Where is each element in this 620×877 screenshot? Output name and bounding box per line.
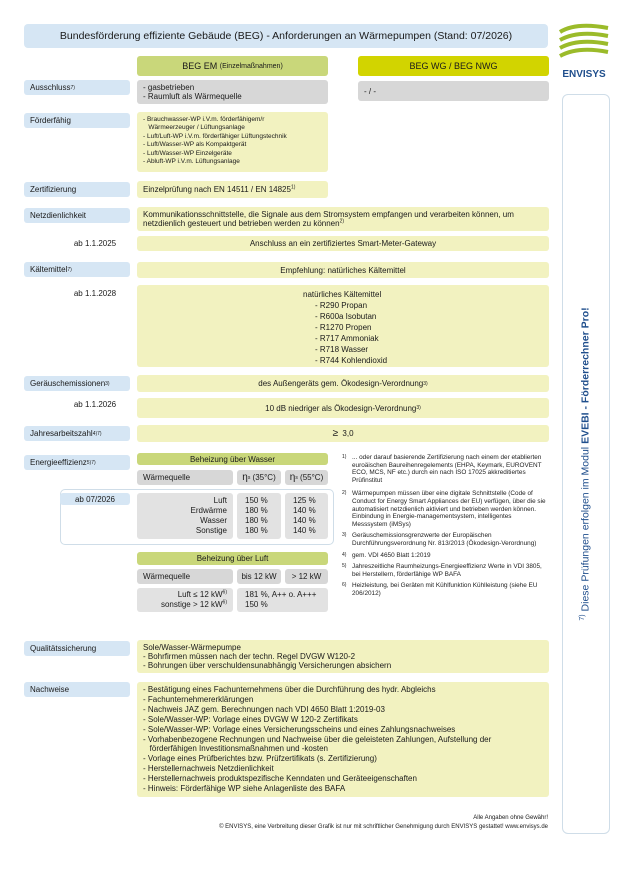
footnote-text: Jahreszeitliche Raumheizungs-Energieeffizienz Werte in VDI 3805, bei Herstellern, förderfähige WP BAFA — [352, 563, 542, 578]
ee-eta35-head — [237, 470, 281, 485]
netzdienlichkeit-box — [137, 207, 549, 231]
nachweise-item: förderfähigen Investitionsmaßnahmen und -kosten — [143, 744, 328, 754]
ee-value35: 180 % — [245, 516, 268, 525]
footer-disclaimer: Alle Angaben ohne Gewähr! — [473, 815, 548, 821]
ee-values35 — [237, 493, 281, 539]
label-energieeffizienz: Energieeffizienz 5)7) — [24, 455, 130, 470]
footnote-number: 2) — [342, 490, 347, 497]
netz-sub-label: ab 1.1.2025 — [73, 238, 117, 248]
ee-value35: 150 % — [245, 496, 268, 505]
label-ee-text: Energieeffizienz — [30, 458, 87, 467]
kaelte-item: - R718 Wasser — [315, 345, 369, 354]
geraeusch-box: des Außengeräts gem. Ökodesign-Verordnung 3) — [137, 375, 549, 392]
label-netzdienlichkeit: Netzdienlichkeit — [24, 208, 130, 223]
label-kaeltemittel: Kältemittel 7) — [24, 262, 130, 277]
foerderfaehig-item: - Brauchwasser-WP i.V.m. förderfähigem/r — [143, 116, 265, 123]
ee-luft-value: 181 %, A++ o. A+++ — [245, 590, 317, 599]
label-ausschluss: Ausschluss 7) — [24, 80, 130, 95]
ee-source: Erdwärme — [190, 506, 227, 515]
ee-luft-quelle: Wärmequelle — [137, 569, 233, 584]
eta-symbol: η — [289, 472, 296, 483]
geraeusch-sub-text: 10 dB niedriger als Ökodesign-Verordnung — [265, 403, 417, 413]
footnote-number: 3) — [342, 532, 347, 539]
eta-sub: s — [295, 474, 298, 481]
ee-t35: (35°C) — [252, 473, 276, 482]
side-note-bold: EVEBI - Förderrechner Pro! — [580, 307, 593, 444]
nachweise-item: - Herstellernachweis produktspezifische Kenndaten und Geräteeigenschaften — [143, 774, 417, 784]
foerderfaehig-box — [137, 112, 328, 172]
kaelte-item: - R600a Isobutan — [315, 312, 377, 321]
ee-luft-head: Beheizung über Luft — [137, 552, 328, 565]
kaelte-sub-label: ab 1.1.2028 — [73, 288, 117, 298]
ee-luft-row-sup: 6) — [222, 599, 227, 606]
ee-source: Luft — [213, 496, 227, 505]
ausschluss-wg-text: - / - — [364, 87, 376, 96]
ausschluss-em-line: - gasbetrieben — [143, 83, 195, 92]
kaelte-item: - R290 Propan — [315, 301, 368, 310]
side-note-sup: 7) — [579, 614, 587, 621]
footnote-text: gem. VDI 4650 Blatt 1:2019 — [352, 551, 431, 559]
foerderfaehig-item: Wärmeerzeuger / Lüftungsanlage — [143, 124, 245, 132]
footnote-text: ... oder darauf basierende Zertifizierung nach einem der etablierten euroäischen Baureihenregelements (EHPA, Keymark, EUROVENT ECO, MCS, NF etc.) durch ein nach ISO 17025 akkreditiertes Prüfinstitut — [352, 454, 542, 484]
geraeusch-sub-box: 10 dB niedriger als Ökodesign-Verordnung 3) — [137, 398, 549, 418]
nachweise-item: - Hinweis: Förderfähige WP siehe Anlagenliste des BAFA — [143, 784, 346, 794]
ee-source: Wasser — [200, 516, 227, 525]
netzdienlichkeit-sup: 2) — [339, 218, 345, 225]
label-kaeltemittel-text: Kältemittel — [30, 265, 68, 274]
footnote-text: Heizleistung, bei Geräten mit Kühlfunktion Kühlleistung (siehe EU 206/2012) — [352, 582, 538, 597]
column-em-label: BEG EM — [182, 61, 218, 71]
footnote-text: Wärmepumpen müssen über eine digitale Schnittstelle (Code of Conduct for Energy Smart Appliances der EU) verfügen, über die sie automatisiert netzdienlich aktiviert und betrieben werden können. Einbindung in Energie-managementsystem, intelligentes Messsystem (iMSys) — [352, 490, 546, 528]
ee-value55: 140 % — [293, 516, 316, 525]
nachweise-item: - Herstellernachweis Netzdienlichkeit — [143, 764, 274, 774]
nachweise-box — [137, 682, 549, 797]
qualitaet-box — [137, 640, 549, 673]
side-note-panel — [562, 94, 610, 834]
kaelte-sub-title: natürliches Kältemittel — [303, 290, 382, 299]
envisys-logo — [556, 22, 612, 78]
kaeltemittel-box: Empfehlung: natürliches Kältemittel — [137, 262, 549, 278]
nachweise-item: - Vorlage eines Prüfberichtes bzw. Prüfzertifikats (s. Zertifizierung) — [143, 754, 377, 764]
ee-luft-row — [143, 600, 227, 610]
envisys-wave-logo-icon — [556, 22, 612, 66]
ee-luft-row — [143, 590, 227, 600]
ee-ab-label: ab 07/2026 — [60, 493, 130, 505]
nachweise-item: - Nachweis JAZ gem. Berechnungen nach VDI 4650 Blatt 1:2019-03 — [143, 704, 385, 714]
footnote-4 — [342, 552, 548, 560]
ee-luft-value: 150 % — [245, 600, 268, 609]
ee-luft-col1: bis 12 kW — [237, 569, 281, 584]
nachweise-item: - Vorhabenbezogene Rechnungen und Nachweise über die geleisteten Zahlungen, Aufstellung der — [143, 734, 492, 744]
column-em-sub: (Einzelmaßnahmen) — [219, 62, 283, 70]
label-ausschluss-text: Ausschluss — [30, 83, 71, 92]
footnote-text: Geräuschemissionsgrenzwerte der Europäischen Durchführungsverordnung Nr. 813/2013 (Ökodesign-Verordnung) — [352, 532, 537, 547]
side-note-text — [580, 307, 592, 620]
kaelte-item: - R717 Ammoniak — [315, 334, 379, 343]
ee-sources — [137, 493, 233, 539]
footnote-number: 1) — [342, 454, 347, 460]
foerderfaehig-item: - Luft/Wasser-WP Einzelgeräte — [143, 149, 232, 157]
ee-value55: 125 % — [293, 496, 316, 505]
footnote-3 — [342, 532, 548, 547]
eta-sub: s — [247, 474, 251, 481]
label-jaz: Jahresarbeitszahl 4)7) — [24, 426, 130, 441]
label-qualitaet: Qualitätssicherung — [24, 641, 130, 656]
netzdienlichkeit-line-text: netzdienlich gesteuert und betrieben werden zu können — [143, 219, 340, 229]
ee-eta55-head — [285, 470, 328, 485]
ee-values55 — [285, 493, 328, 539]
kaelte-item: - R744 Kohlendioxid — [315, 356, 388, 365]
ee-wasser-head: Beheizung über Wasser — [137, 453, 328, 465]
footer-copyright: © ENVISYS, eine Verbreitung dieser Grafik ist nur mit schriftlicher Genehmigung durch ENVISYS gestattet! www.envisys.de — [219, 824, 548, 830]
side-note-main: Diese Prüfungen erfolgen im Modul — [580, 443, 593, 612]
zertifizierung-sup: 1) — [290, 184, 296, 191]
nachweise-item: - Fachunternehmererklärungen — [143, 694, 254, 704]
netz-sub-box: Anschluss an ein zertifiziertes Smart-Meter-Gateway — [137, 236, 549, 251]
jaz-box — [137, 425, 549, 442]
footnote-number: 6) — [342, 582, 347, 589]
label-zertifizierung: Zertifizierung — [24, 182, 130, 197]
netzdienlichkeit-line — [143, 219, 543, 228]
geraeusch-text: des Außengeräts gem. Ökodesign-Verordnung — [258, 379, 424, 388]
ausschluss-wg-box — [358, 81, 549, 101]
ee-t55: (55°C) — [300, 473, 324, 482]
zertifizierung-box — [137, 181, 328, 198]
foerderfaehig-item: - Abluft-WP i.V.m. Lüftungsanlage — [143, 158, 240, 166]
kaelte-item: - R1270 Propen — [315, 323, 372, 332]
qualitaet-item: - Bohrfirmen müssen nach der techn. Regel DVGW W120-2 — [143, 652, 356, 662]
ee-luft-row-sup: 6) — [222, 589, 227, 596]
foerderfaehig-item: - Luft/Wasser-WP als Kompaktgerät — [143, 141, 247, 149]
footnote-2 — [342, 490, 548, 528]
column-head-wg: BEG WG / BEG NWG — [358, 56, 549, 76]
netzdienlichkeit-line: Kommunikationsschnittstelle, die Signale aus dem Stromsystem empfangen und verarbeiten können, um — [143, 210, 514, 219]
label-foerderfaehig: Förderfähig — [24, 113, 130, 128]
nachweise-item: - Sole/Wasser-WP: Vorlage eines Versicherungsscheins und eines Zahlungsnachweises — [143, 724, 456, 734]
ee-luft-row-text: sonstige > 12 kW — [160, 600, 223, 609]
label-jaz-text: Jahresarbeitszahl — [30, 429, 93, 438]
ee-value55: 140 % — [293, 526, 316, 535]
page-title: Bundesförderung effiziente Gebäude (BEG) - Anforderungen an Wärmepumpen (Stand: 07/2026) — [24, 24, 548, 48]
ee-value55: 140 % — [293, 506, 316, 515]
ee-luft-row-text: Luft ≤ 12 kW — [177, 590, 223, 599]
nachweise-item: - Sole/Wasser-WP: Vorlage eines DVGW W 120-2 Zertifikats — [143, 714, 358, 724]
label-geraeusch-text: Geräuschemissionen — [30, 379, 106, 388]
footnotes — [342, 454, 548, 598]
ee-luft-values — [237, 588, 328, 612]
jaz-symbol: ≥ — [332, 428, 338, 439]
logo-text: ENVISYS — [562, 69, 606, 80]
qualitaet-item: Sole/Wasser-Wärmepumpe — [143, 643, 241, 652]
column-head-em — [137, 56, 328, 76]
ee-source: Sonstige — [195, 526, 227, 535]
ee-luft-rows — [137, 588, 233, 612]
ausschluss-em-box — [137, 80, 328, 104]
footnote-number: 5) — [342, 563, 347, 570]
ee-quelle-label: Wärmequelle — [137, 470, 233, 485]
label-nachweise: Nachweise — [24, 682, 130, 697]
qualitaet-item: - Bohrungen über verschuldensunabhängig Versicherungen absichern — [143, 661, 392, 671]
ee-luft-col2: > 12 kW — [285, 569, 328, 584]
geraeusch-sub-label: ab 1.1.2026 — [73, 399, 117, 409]
footnote-1 — [342, 454, 548, 484]
nachweise-item: - Bestätigung eines Fachunternehmens über die Durchführung des hydr. Abgleichs — [143, 685, 436, 694]
eta-symbol: η — [242, 472, 248, 483]
label-geraeusch: Geräuschemissionen 3) — [24, 376, 130, 391]
kaelte-sub-box — [137, 285, 549, 367]
foerderfaehig-item: - Luft/Luft-WP i.V.m. förderfähiger Lüftungstechnik — [143, 132, 287, 140]
footnote-6 — [342, 582, 548, 597]
ausschluss-em-line: - Raumluft als Wärmequelle — [143, 92, 242, 102]
ee-value35: 180 % — [245, 506, 268, 515]
footnote-5 — [342, 563, 548, 578]
ee-value35: 180 % — [245, 526, 268, 535]
zertifizierung-text: Einzelprüfung nach EN 14511 / EN 14825 — [143, 185, 291, 194]
footnote-number: 4) — [342, 551, 347, 558]
jaz-value: 3,0 — [342, 429, 354, 438]
